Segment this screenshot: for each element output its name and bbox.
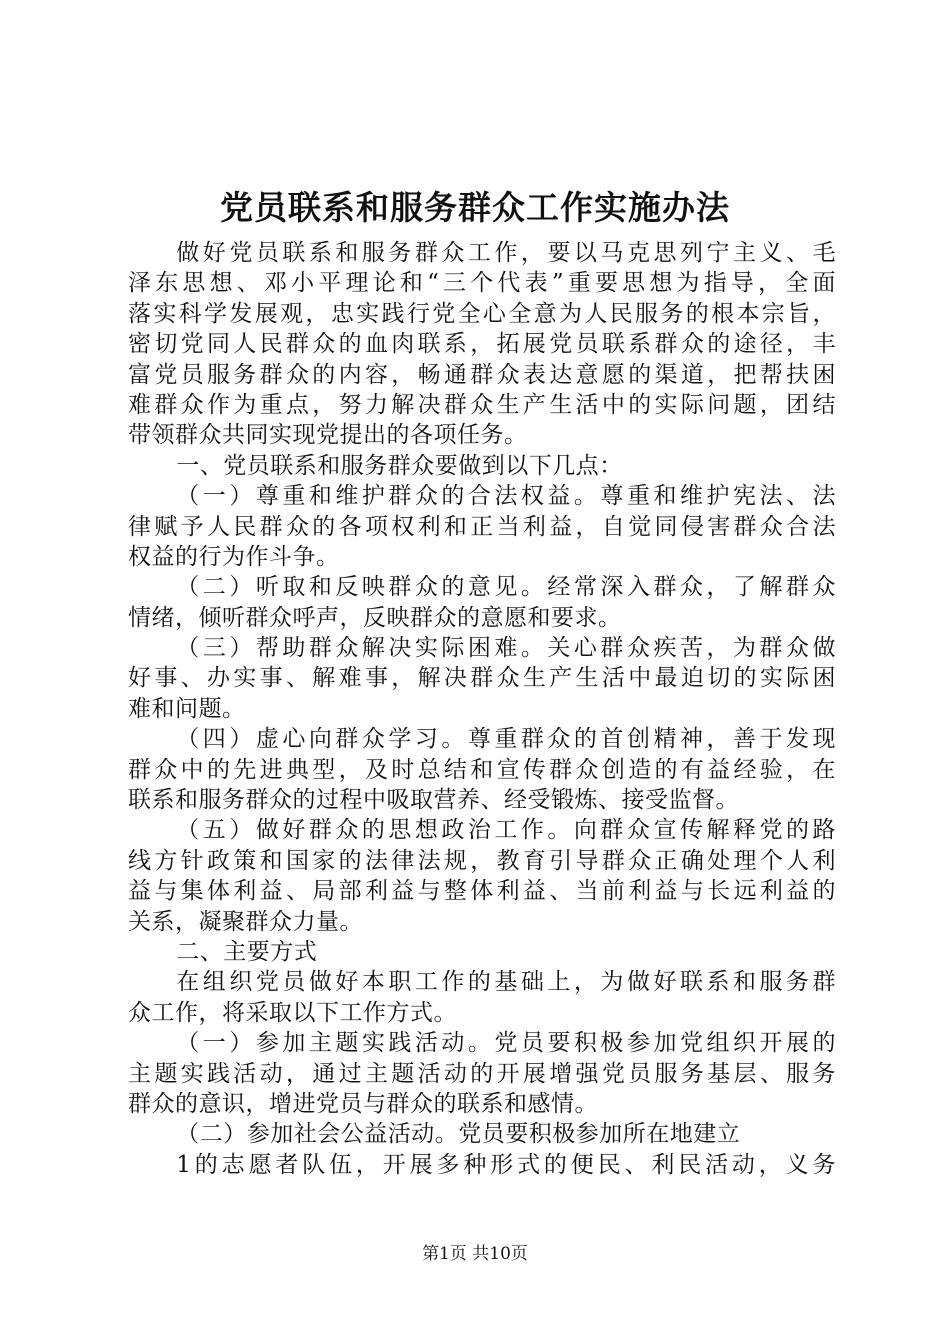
body-line: 群众中的先进典型，及时总结和宣传群众创造的有益经验，在 bbox=[128, 756, 836, 783]
body-line: 带领群众共同实现党提出的各项任务。 bbox=[128, 422, 528, 449]
document-body bbox=[128, 238, 836, 1180]
body-line: （三）帮助群众解决实际困难。关心群众疾苦，为群众做 bbox=[176, 635, 836, 662]
body-line: 在组织党员做好本职工作的基础上，为做好联系和服务群 bbox=[176, 969, 836, 996]
body-line: 难群众作为重点，努力解决群众生产生活中的实际问题，团结 bbox=[128, 391, 836, 418]
body-line: 主题实践活动，通过主题活动的开展增强党员服务基层、服务 bbox=[128, 1060, 836, 1087]
body-line: （二）参加社会公益活动。党员要积极参加所在地建立 bbox=[176, 1121, 741, 1148]
body-line: 泽东思想、邓小平理论和“三个代表”重要思想为指导，全面 bbox=[128, 270, 836, 297]
body-line: （一）参加主题实践活动。党员要积极参加党组织开展的 bbox=[176, 1030, 836, 1057]
body-line: 权益的行为作斗争。 bbox=[128, 543, 340, 570]
body-line: 情绪，倾听群众呼声，反映群众的意愿和要求。 bbox=[128, 604, 622, 631]
body-line: 富党员服务群众的内容，畅通群众表达意愿的渠道，把帮扶困 bbox=[128, 361, 836, 388]
body-line: 1的志愿者队伍，开展多种形式的便民、利民活动，义务 bbox=[176, 1151, 836, 1178]
body-line: （五）做好群众的思想政治工作。向群众宣传解释党的路 bbox=[176, 817, 836, 844]
body-line: 好事、办实事、解难事，解决群众生产生活中最迫切的实际困 bbox=[128, 665, 836, 692]
body-line: 密切党同人民群众的血肉联系，拓展党员联系群众的途径，丰 bbox=[128, 331, 836, 358]
body-line: 二、主要方式 bbox=[176, 938, 318, 965]
body-line: 联系和服务群众的过程中吸取营养、经受锻炼、接受监督。 bbox=[128, 787, 739, 814]
body-line: 落实科学发展观，忠实践行党全心全意为人民服务的根本宗旨， bbox=[128, 300, 836, 327]
body-line: 线方针政策和国家的法律法规，教育引导群众正确处理个人利 bbox=[128, 847, 836, 874]
document-title: 党员联系和服务群众工作实施办法 bbox=[220, 188, 730, 227]
body-line: 做好党员联系和服务群众工作，要以马克思列宁主义、毛 bbox=[176, 240, 836, 266]
body-line: 一、党员联系和服务群众要做到以下几点： bbox=[176, 452, 623, 479]
body-line: 众工作，将采取以下工作方式。 bbox=[128, 999, 457, 1026]
body-line: 关系，凝聚群众力量。 bbox=[128, 908, 363, 935]
body-line: （四）虚心向群众学习。尊重群众的首创精神，善于发现 bbox=[176, 726, 836, 753]
body-line: （二）听取和反映群众的意见。经常深入群众，了解群众 bbox=[176, 574, 836, 601]
body-line: 律赋予人民群众的各项权利和正当利益，自觉同侵害群众合法 bbox=[128, 513, 836, 540]
page-footer: 第1页 共10页 bbox=[422, 1244, 528, 1264]
body-line: 难和问题。 bbox=[128, 695, 246, 722]
body-line: （一）尊重和维护群众的合法权益。尊重和维护宪法、法 bbox=[176, 483, 836, 510]
body-line: 群众的意识，增进党员与群众的联系和感情。 bbox=[128, 1090, 598, 1117]
body-line: 益与集体利益、局部利益与整体利益、当前利益与长远利益的 bbox=[128, 878, 836, 905]
